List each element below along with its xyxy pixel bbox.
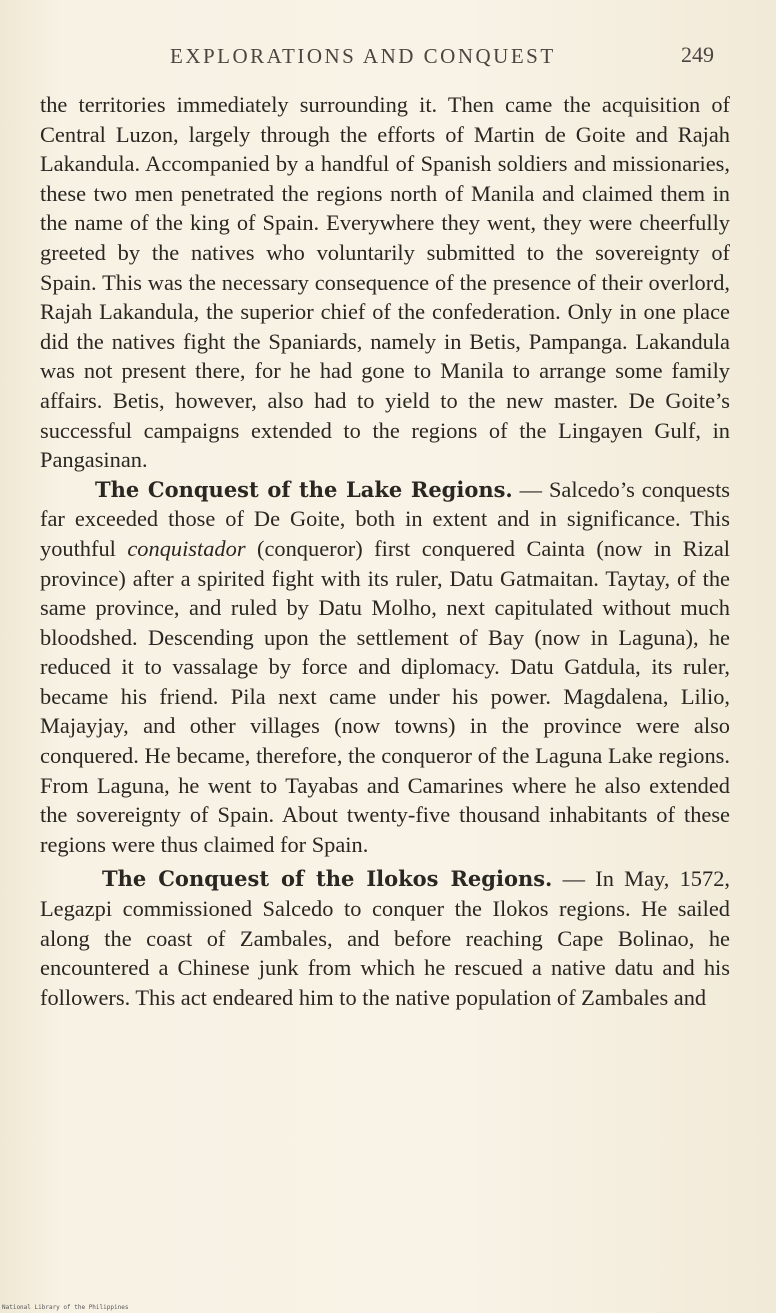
paragraph-ilokos-regions	[40, 864, 730, 1012]
running-title: EXPLORATIONS AND CONQUEST	[170, 44, 556, 68]
heading-dash: —	[512, 476, 549, 502]
paragraph-text: Salcedo’s conquests far exceeded those of De Goite, both in extent and in significance. This youthful	[40, 476, 730, 561]
page-number: 249	[681, 42, 714, 67]
paragraph-text: In May, 1572, Legazpi commissioned Salcedo to conquer the Ilokos regions. He sailed along the coast of Zambales, and before reaching Cape Bolinao, he encountered a Chinese junk from which he rescued a native datu and his followers. This act endeared him to the native population of Zambales and	[40, 866, 730, 1010]
body-text	[40, 90, 730, 1012]
scan-credit: National Library of the Philippines	[2, 1304, 129, 1311]
italic-term: conquistador	[127, 535, 246, 561]
section-heading-lake-regions: The Conquest of the Lake Regions.	[95, 476, 513, 502]
paragraph-central-luzon: the territories immediately surrounding it. Then came the acquisition of Central Luzon, largely through the efforts of Martin de Goite and Rajah Lakandula. Accompanied by a handful of Spanish soldiers and missionaries, these two men penetrated the regions north of Manila and claimed them in the name of the king of Spain. Everywhere they went, they were cheerfully greeted by the natives who voluntarily submitted to the sovereignty of Spain. This was the necessary consequence of the presence of their overlord, Rajah Lakandula, the superior chief of the confederation. Only in one place did the natives fight the Spaniards, namely in Betis, Pampanga. Lakandula was not present there, for he had gone to Manila to arrange some family affairs. Betis, however, also had to yield to the new master. De Goite’s successful campaigns extended to the regions of the Lingayen Gulf, in Pangasinan.	[40, 92, 730, 473]
heading-dash: —	[552, 866, 596, 892]
paragraph-lake-regions	[40, 475, 730, 860]
paragraph-text: (conqueror) first conquered Cainta (now in Rizal province) after a spirited fight with its ruler, Datu Gatmaitan. Taytay, of the same province, and ruled by Datu Molho, next capitulated without much bloodshed. Descending upon the settlement of Bay (now in Laguna), he reduced it to vassalage by force and diplomacy. Datu Gatdula, its ruler, became his friend. Pila next came under his power. Magdalena, Lilio, Majayjay, and other villages (now towns) in the province were also conquered. He became, therefore, the conqueror of the Laguna Lake regions. From Laguna, he went to Tayabas and Camarines where he also extended the sovereignty of Spain. About twenty-five thousand inhabitants of these regions were thus claimed for Spain.	[40, 535, 730, 857]
section-heading-ilokos-regions: The Conquest of the Ilokos Regions.	[102, 866, 553, 892]
